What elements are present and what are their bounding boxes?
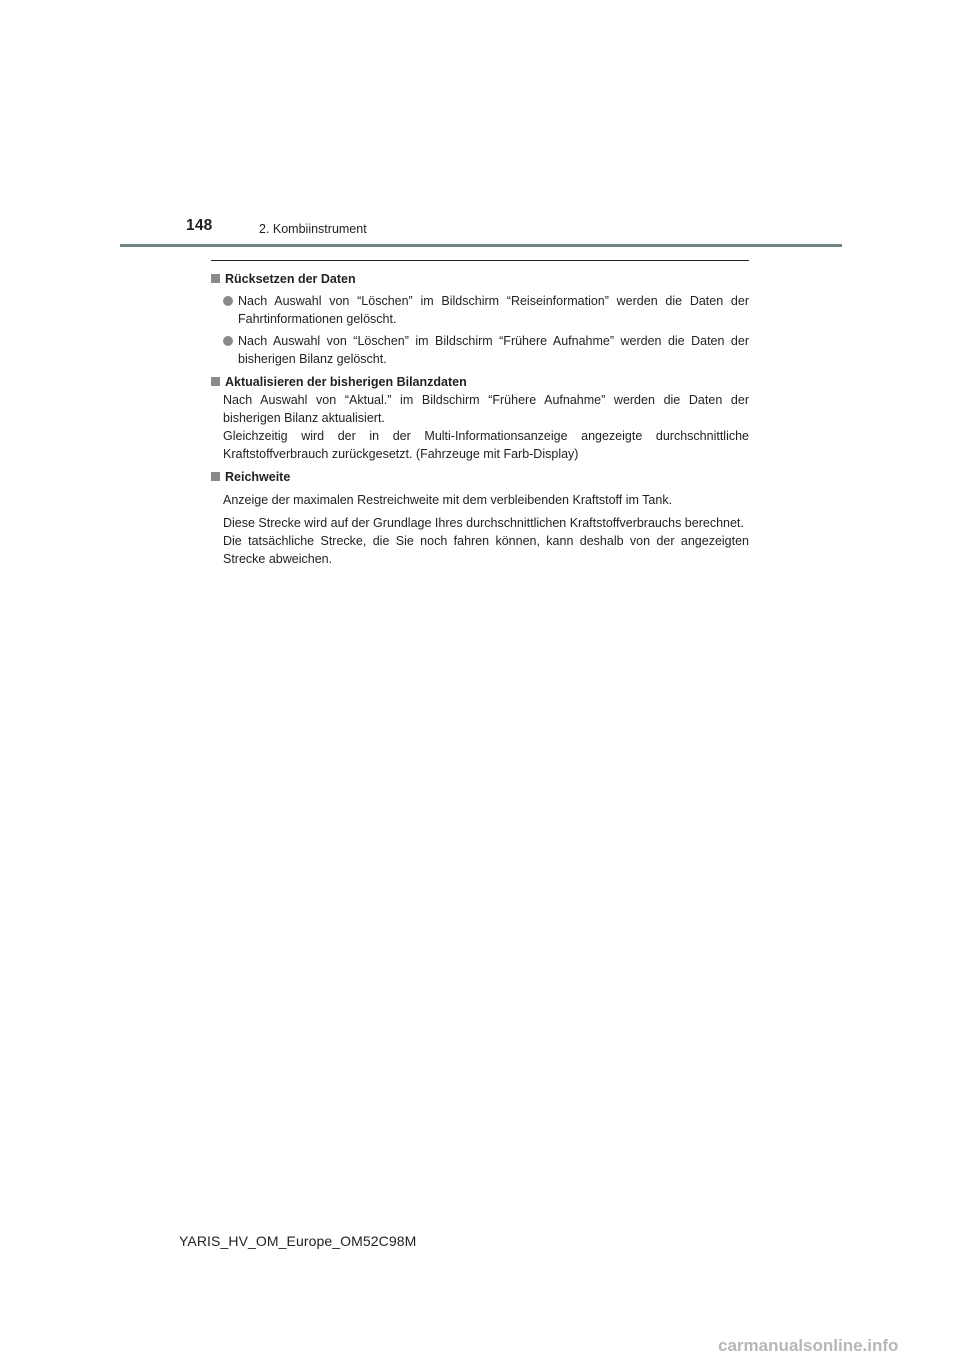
- square-bullet-icon: [211, 274, 220, 283]
- circle-bullet-icon: [223, 296, 233, 306]
- bullet-text: Nach Auswahl von “Löschen” im Bildschirm “Reiseinformation” werden die Daten der Fahrtinformationen gelöscht.: [238, 294, 749, 326]
- section-rule: [211, 260, 749, 261]
- list-item: [210, 292, 749, 328]
- page-content: [210, 268, 749, 568]
- circle-bullet-icon: [223, 336, 233, 346]
- watermark-text: carmanualsonline.info: [718, 1336, 899, 1355]
- section-heading-range: [210, 468, 749, 486]
- page-number: 148: [186, 217, 213, 234]
- paragraph: Gleichzeitig wird der in der Multi-Informationsanzeige angezeigte durchschnittliche Kraftstoffverbrauch zurückgesetzt. (Fahrzeuge mit Farb-Display): [223, 429, 749, 461]
- square-bullet-icon: [211, 472, 220, 481]
- square-bullet-icon: [211, 377, 220, 386]
- heading-text: Reichweite: [225, 470, 291, 484]
- heading-text: Aktualisieren der bisherigen Bilanzdaten: [225, 375, 467, 389]
- header-rule: [120, 244, 842, 247]
- paragraph: Die tatsächliche Strecke, die Sie noch fahren können, kann deshalb von der angezeigten Strecke abweichen.: [223, 534, 749, 566]
- heading-text: Rücksetzen der Daten: [225, 272, 356, 286]
- paragraph: Diese Strecke wird auf der Grundlage Ihres durchschnittlichen Kraftstoffverbrauchs berechnet.: [223, 516, 744, 530]
- list-item: [210, 332, 749, 368]
- section-heading-reset: [210, 270, 749, 288]
- document-code: YARIS_HV_OM_Europe_OM52C98M: [179, 1233, 417, 1249]
- paragraph: Anzeige der maximalen Restreichweite mit dem verbleibenden Kraftstoff im Tank.: [223, 493, 673, 507]
- paragraph: Nach Auswahl von “Aktual.” im Bildschirm “Frühere Aufnahme” werden die Daten der bisherigen Bilanz aktualisiert.: [223, 393, 749, 425]
- section-heading-update: [210, 373, 749, 391]
- bullet-text: Nach Auswahl von “Löschen” im Bildschirm “Frühere Aufnahme” werden die Daten der bisherigen Bilanz gelöscht.: [238, 334, 749, 366]
- chapter-title: 2. Kombiinstrument: [259, 222, 367, 236]
